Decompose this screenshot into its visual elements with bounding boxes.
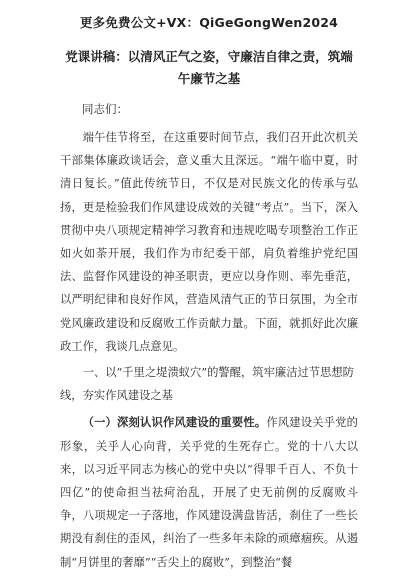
subsection-paragraph-1 bbox=[60, 411, 358, 573]
intro-paragraph: 端午佳节将至，在这重要时间节点，我们召开此次机关干部集体廉政谈话会，意义重大且深远。“端午临中夏，时清日复长。”值此传统节日，不仅是对民族文化的传承与弘扬，更是检验我们作风建设成效的关键“考点”。当下，深入贯彻中央八项规定精神学习教育和违规吃喝专项整治工作正如火如荼开展，我们作为市纪委干部，肩负着维护党纪国法、监督作风建设的神圣职责，更应以身作则、率先垂范，以严明纪律和良好作风，营造风清气正的节日氛围，为全市党风廉政建设和反腐败工作贡献力量。下面，就抓好此次廉政工作，我谈几点意见。 bbox=[60, 131, 358, 353]
subsection-text-1: 作风建设关乎党的形象，关乎人心向背，关乎党的生死存亡。党的十八大以来，以习近平同志为核心的党中央以“得罪千百人、不负十四亿”的使命担当祛疴治乱，开展了史无前例的反腐败斗争，八项规定一子落地，作风建设满盘皆活，刹住了一些长期没有刹住的歪风，纠治了一些多年未除的顽瘴痼疾。从遏制“月饼里的奢靡”“舌尖上的腐败”，到整治“餐 bbox=[60, 416, 358, 569]
document-title: 党课讲稿：以清风正气之姿，守廉洁自律之责，筑端午廉节之基 bbox=[65, 49, 353, 86]
subsection-label-1: （一）深刻认识作风建设的重要性。 bbox=[82, 415, 267, 430]
promo-banner: 更多免费公文+VX：QiGeGongWen2024 bbox=[79, 15, 339, 30]
salutation: 同志们： bbox=[82, 102, 128, 116]
section-heading-1: 一、以“千里之堤溃蚁穴”的警醒，筑牢廉洁过节思想防线，夯实作风建设之基 bbox=[60, 366, 354, 403]
